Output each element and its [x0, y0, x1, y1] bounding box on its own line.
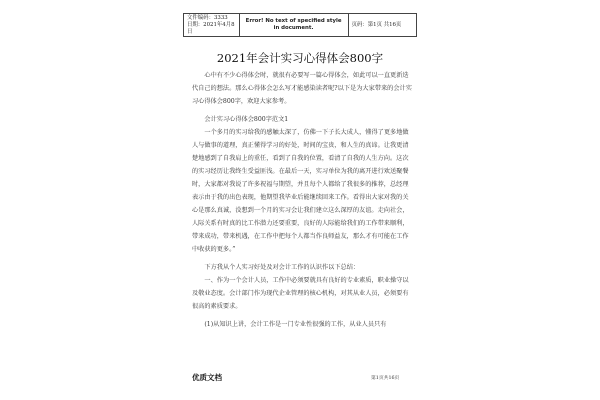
paragraph-experience: 一个多月的实习给我的感触太深了，仿佛一下子长大成人，懂得了更多地做人与做事的道理，真正懂得学习的好处，时间的宝贵，和人生的真谛。让我更清楚地感到了自我肩上的重任，看到了自我的位置，看清了自我的人生方向。这次的实习经历让我终生受益匪浅。在最后一天，实习单位为我的离开进行欢送聚餐时，大家都对我说了许多祝福与期望，并且每个人都给了我很多的推荐，总经理表示由于我的出色表现，他期望我毕业后能继续回来工作。看得出大家对我的关心是那么真诚，没想到一个月的实习会让我们建立这么深厚的友谊。走向社会，人际关系有时真的比工作潜力还要重要，良好的人际能给我们的工作带来顺利，带来成功，带来机遇，在工作中把每个人都当作良师益友，那么才有可能在工作中收获的更多。” [192, 129, 409, 253]
header-left-cell [184, 14, 240, 36]
body-text [192, 69, 412, 331]
page-info: 页码：第1页 共16页 [351, 21, 402, 28]
intro-paragraph: 心中有不少心得体会时，就很有必要写一篇心得体会，如此可以一直更新迭代自己的想法。那么心得体会怎么写才能感染读者呢?以下是为大家带来的会计实习心得体会800字，欢迎大家参考。 [192, 72, 412, 105]
document-header-box [183, 13, 417, 37]
footer-brand: 优质文档 [192, 373, 222, 382]
paragraph-knowledge: (1)从知识上讲，会计工作是一门专业性很强的工作，从业人员只有 [204, 321, 387, 328]
page-title: 2021年会计实习心得体会800字 [216, 51, 384, 65]
doc-date: 日期：2021年4月8日 [187, 21, 235, 35]
paragraph-point-one: 一、作为一个会计人员，工作中必须要就具有良好的专业素质，职业操守以及敬业态度。会计部门作为现代企业管理的核心机构，对其从业人员，必须要有很高的素质要求。 [192, 277, 409, 310]
footer-page-number: 第1页共16页 [371, 376, 400, 381]
header-page-cell [349, 14, 416, 36]
style-error-text: Error! No text of specified style in document. [245, 18, 342, 31]
doc-number: 文件编码：3333 [187, 14, 228, 21]
paragraph-summary-intro: 下方我从个人实习好处及对会计工作的认识作以下总结： [204, 264, 360, 271]
header-error-cell [240, 14, 349, 36]
sample-heading: 会计实习心得体会800字范文1 [204, 116, 289, 123]
